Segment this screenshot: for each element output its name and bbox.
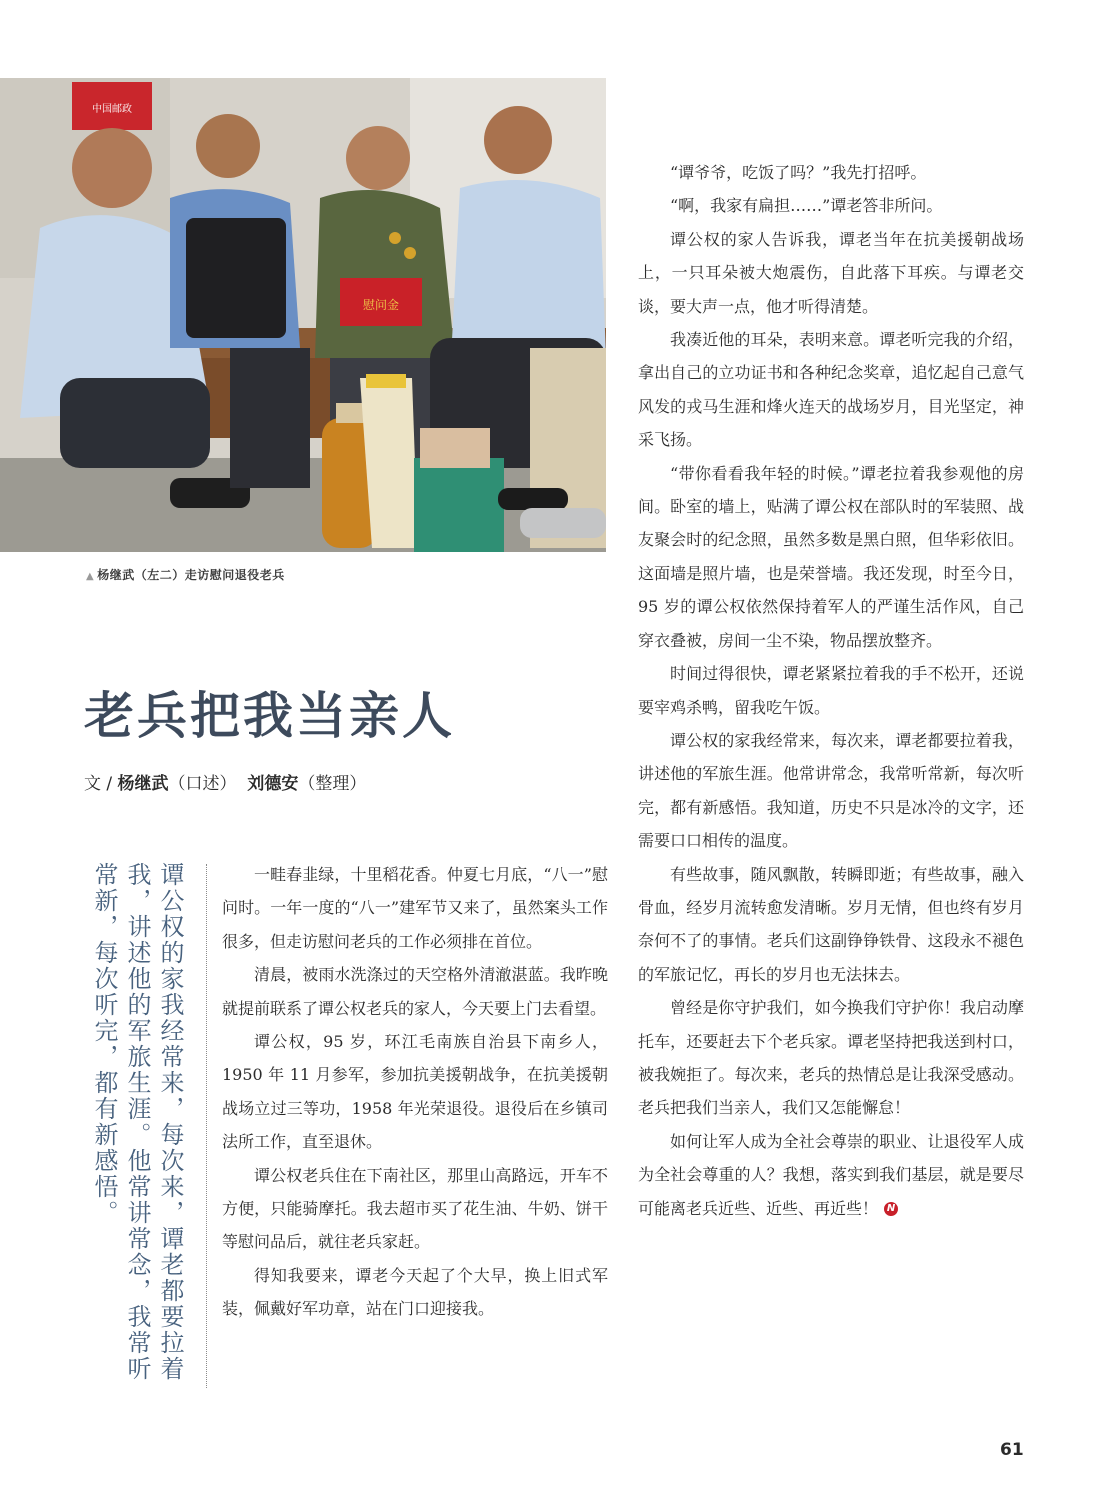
article-column-1 [222,858,608,1326]
caption-marker: ▲ [86,571,95,582]
paragraph: 谭公权的家人告诉我，谭老当年在抗美援朝战场上，一只耳朵被大炮震伤，自此落下耳疾。与谭老交谈，要大声一点，他才听得清楚。 [638,229,1024,316]
pull-quote: 谭公权的家我经常来，每次来，谭老都要拉着我，讲述他的军旅生涯。他常讲常念，我常听常新，每次听完，都有新感悟。 [90,862,184,1382]
paragraph-text: 如何让军人成为全社会尊崇的职业、让退役军人成为全社会尊重的人？我想，落实到我们基层，就是要尽可能离老兵近些、近些、再近些！ [638,1131,1024,1218]
paragraph: 得知我要来，谭老今天起了个大早，换上旧式军装，佩戴好军功章，站在门口迎接我。 [222,1265,608,1319]
paragraph: 有些故事，随风飘散，转瞬即逝；有些故事，融入骨血，经岁月流转愈发清晰。岁月无情，但也终有岁月奈何不了的事情。老兵们这副铮铮铁骨、这段永不褪色的军旅记忆，再长的岁月也无法抹去。 [638,864,1024,984]
paragraph: 时间过得很快，谭老紧紧拉着我的手不松开，还说要宰鸡杀鸭，留我吃午饭。 [638,664,1024,717]
end-mark-icon: N [884,1202,898,1216]
byline-author-role: （口述） [168,774,237,794]
page-number: 61 [1000,1440,1024,1460]
paragraph [638,1125,1024,1225]
paragraph: 我凑近他的耳朵，表明来意。谭老听完我的介绍，拿出自己的立功证书和各种纪念奖章，追忆起自己意气风发的戎马生涯和烽火连天的战场岁月，目光坚定，神采飞扬。 [638,330,1024,450]
banner-text: 中国邮政 [92,104,132,115]
paragraph: “啊，我家有扁担……”谭老答非所问。 [670,196,943,216]
paragraph: 谭公权老兵住在下南社区，那里山高路远，开车不方便，只能骑摩托。我去超市买了花生油、牛奶、饼干等慰问品后，就往老兵家赶。 [222,1165,608,1252]
byline-author: 杨继武 [117,774,169,794]
caption-text: 杨继武（左二）走访慰问退役老兵 [97,568,285,582]
photo-illustration [0,78,606,552]
byline [84,769,366,794]
paragraph: “谭爷爷，吃饭了吗？”我先打招呼。 [670,163,927,182]
byline-editor-role: （整理） [298,774,367,794]
paragraph: 谭公权，95 岁，环江毛南族自治县下南乡人，1950 年 11 月参军，参加抗美援朝战争，在抗美援朝战场立过三等功，1958 年光荣退役。退役后在乡镇司法所工作，直至退休。 [222,1032,608,1152]
article-title: 老兵把我当亲人 [84,686,455,745]
paragraph: 谭公权的家我经常来，每次来，谭老都要拉着我，讲述他的军旅生涯。他常讲常念，我常听常新，每次听完，都有新感悟。我知道，历史不只是冰冷的文字，还需要口口相传的温度。 [638,730,1024,851]
paragraph: 一畦春韭绿，十里稻花香。仲夏七月底，“八一”慰问时。一年一度的“八一”建军节又来了，虽然案头工作很多，但走访慰问老兵的工作必须排在首位。 [222,865,608,951]
byline-prefix: 文 / [84,774,118,794]
paragraph: “带你看看我年轻的时候。”谭老拉着我参观他的房间。卧室的墙上，贴满了谭公权在部队时的军装照、战友聚会时的纪念照，虽然多数是黑白照，但华彩依旧。这面墙是照片墙，也是荣誉墙。我还发现，时至今日，95 岁的谭公权依然保持着军人的严谨生活作风，自己穿衣叠被，房间一尘不染，物品摆放整齐。 [638,463,1024,650]
column-divider [206,864,207,1388]
certificate-title: 慰问金 [362,298,400,312]
photo-caption [86,566,606,583]
paragraph: 清晨，被雨水洗涤过的天空格外清澈湛蓝。我昨晚就提前联系了谭公权老兵的家人，今天要上门去看望。 [222,965,608,1018]
paragraph: 曾经是你守护我们，如今换我们守护你！我启动摩托车，还要赶去下个老兵家。谭老坚持把我送到村口，被我婉拒了。每次来，老兵的热情总是让我深受感动。老兵把我们当亲人，我们又怎能懈怠！ [638,998,1024,1118]
article-column-2 [638,156,1024,1225]
byline-editor: 刘德安 [247,774,299,794]
article-photo [0,78,606,552]
